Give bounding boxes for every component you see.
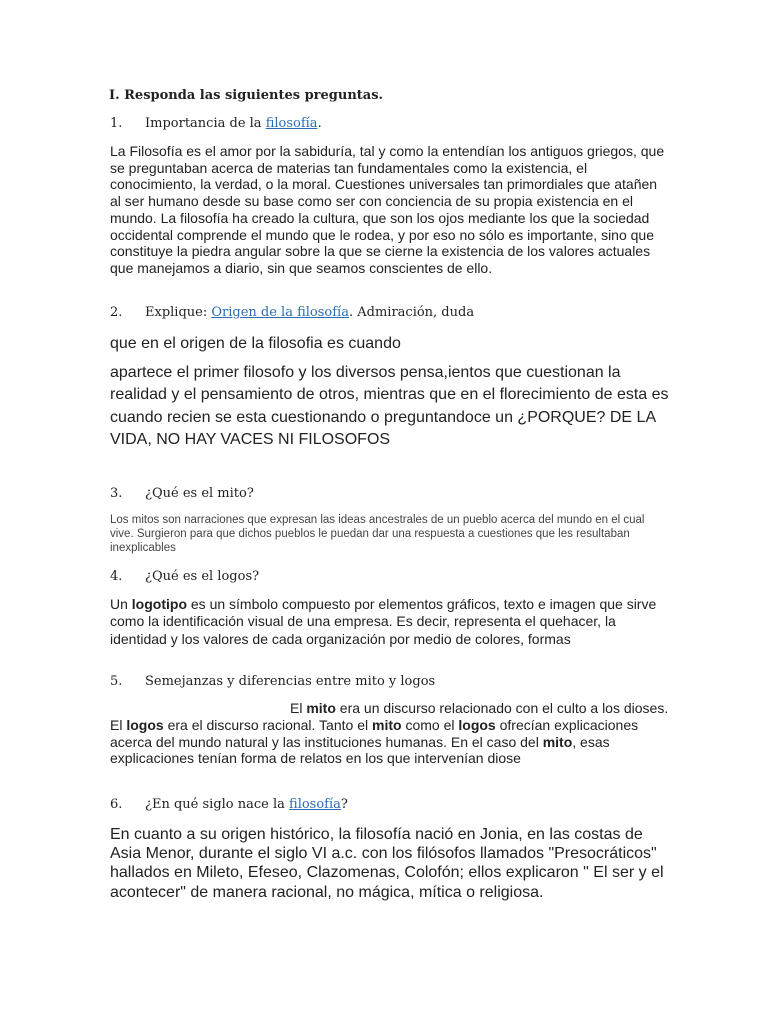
question-number-5: 5. bbox=[110, 674, 123, 689]
question-1 bbox=[145, 116, 322, 131]
answer-5-t4: como el bbox=[401, 716, 459, 733]
answer-5 bbox=[110, 700, 670, 767]
question-number-3: 3. bbox=[110, 486, 123, 501]
answer-4-bold: logotipo bbox=[131, 596, 187, 612]
answer-5-b5: mito bbox=[542, 733, 573, 750]
answer-4-pre: Un bbox=[110, 596, 132, 612]
filosofia-link-2[interactable]: filosofía bbox=[289, 797, 341, 812]
answer-1: La Filosofía es el amor por la sabiduría, tal y como la entendían los antiguos griegos, que se preguntaban acerca de materias tan fundamentales como la existencia, el conocimiento, la verdad, o la moral. Cuestiones universales tan primordiales que atañen al ser humano desde su base como ser con conciencia de su propia existencia en el mundo. La filosofía ha creado la cultura, que son los ojos mediante los que la sociedad occidental comprende el mundo que le rodea, y por eso no sólo es importante, sino que constituye la piedra angular sobre la que se cierne la existencia de los valores actuales que manejamos a diario, sin que seamos conscientes de ello. bbox=[110, 143, 665, 276]
question-2-text: Explique: bbox=[145, 305, 212, 320]
answer-5-b3: mito bbox=[372, 716, 402, 733]
question-6-text: ¿En qué siglo nace la bbox=[145, 797, 290, 812]
answer-5-b2: logos bbox=[126, 716, 164, 733]
answer-5-t6: , esas explicaciones tenían forma de relatos en los que intervenían diose bbox=[110, 733, 610, 767]
filosofia-link[interactable]: filosofía bbox=[265, 116, 318, 131]
question-6-suffix: ? bbox=[340, 797, 348, 812]
answer-5-b1: mito bbox=[306, 700, 336, 716]
answer-2-first-line: que en el origen de la filosofia es cuando bbox=[110, 335, 401, 352]
question-2 bbox=[145, 305, 474, 320]
answer-5-b4: logos bbox=[458, 716, 496, 733]
page-title: I. Responda las siguientes preguntas. bbox=[109, 88, 384, 103]
answer-5-t3: era el discurso racional. Tanto el bbox=[163, 716, 372, 733]
question-4: ¿Qué es el logos? bbox=[145, 569, 260, 584]
answer-5-t5: ofrecían explicaciones acerca del mundo natural y las instituciones humanas. En el caso del bbox=[110, 716, 639, 750]
question-number-1: 1. bbox=[110, 116, 123, 131]
origen-filosofia-link[interactable]: Origen de la filosofía bbox=[211, 305, 349, 320]
question-number-2: 2. bbox=[110, 305, 123, 320]
question-1-suffix: . bbox=[317, 116, 322, 131]
answer-5-t2: era un discurso relacionado con el culto a los dioses. El bbox=[110, 700, 669, 733]
question-5: Semejanzas y diferencias entre mito y logos bbox=[145, 674, 436, 689]
answer-2: apartece el primer filosofo y los diversos pensa,ientos que cuestionan la realidad y el pensamiento de otros, mientras que en el florecimiento de esta es cuando recien se esta cuestionando o preguntandoce un ¿PORQUE? DE LA VIDA, NO HAY VACES NI FILOSOFOS bbox=[110, 364, 669, 448]
question-number-4: 4. bbox=[110, 569, 123, 584]
answer-6: En cuanto a su origen histórico, la filosofía nació en Jonia, en las costas de Asia Menor, durante el siglo VI a.c. con los filósofos llamados "Presocráticos" hallados en Mileto, Efeseo, Clazomenas, Colofón; ellos explicaron " El ser y el acontecer" de manera racional, no mágica, mítica o religiosa. bbox=[110, 826, 664, 901]
question-2-suffix: . Admiración, duda bbox=[348, 305, 475, 320]
answer-3: Los mitos son narraciones que expresan las ideas ancestrales de un pueblo acerca del mundo en el cual vive. Surgieron para que dichos pueblos le puedan dar una respuesta a cuestiones que les resultaban inexplicables bbox=[110, 514, 645, 554]
question-6 bbox=[145, 797, 348, 812]
answer-5-t1: El bbox=[290, 700, 307, 716]
question-number-6: 6. bbox=[110, 797, 123, 812]
answer-4-post: es un símbolo compuesto por elementos gráficos, texto e imagen que sirve como la identificación visual de una empresa. Es decir, representa el quehacer, la identidad y los valores de cada organización por medio de colores, formas bbox=[110, 596, 657, 647]
question-3: ¿Qué es el mito? bbox=[145, 486, 254, 501]
answer-4 bbox=[110, 596, 670, 648]
question-1-text: Importancia de la bbox=[145, 116, 266, 131]
